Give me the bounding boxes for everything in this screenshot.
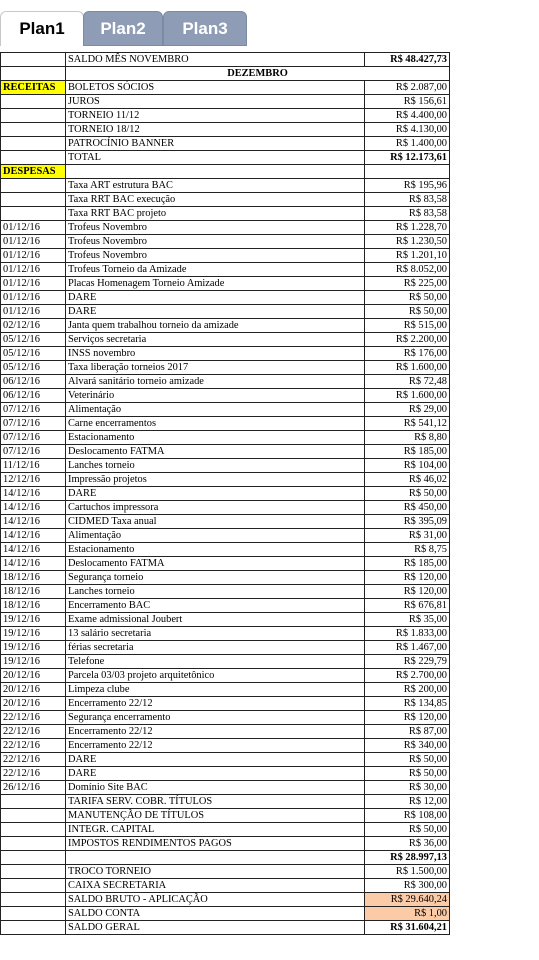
- cell[interactable]: R$ 1,00: [365, 907, 450, 921]
- cell[interactable]: [1, 151, 66, 165]
- cell[interactable]: 19/12/16: [1, 613, 66, 627]
- table-row: [1, 851, 450, 865]
- cell[interactable]: R$ 8.052,00: [365, 263, 450, 277]
- table-row: [1, 543, 450, 557]
- cell[interactable]: R$ 1.228,70: [365, 221, 450, 235]
- cell[interactable]: R$ 200,00: [365, 683, 450, 697]
- cell[interactable]: 07/12/16: [1, 431, 66, 445]
- cell[interactable]: SALDO BRUTO - APLICAÇÃO: [66, 893, 365, 907]
- cell[interactable]: 01/12/16: [1, 221, 66, 235]
- table-row: [1, 67, 450, 81]
- cell[interactable]: Taxa liberação torneios 2017: [66, 361, 365, 375]
- tab-plan1[interactable]: Plan1: [0, 11, 84, 46]
- cell[interactable]: SALDO GERAL: [66, 921, 365, 935]
- cell[interactable]: Encerramento 22/12: [66, 697, 365, 711]
- cell[interactable]: INTEGR. CAPITAL: [66, 823, 365, 837]
- cell[interactable]: 06/12/16: [1, 375, 66, 389]
- table-row: [1, 865, 450, 879]
- cell[interactable]: Taxa RRT BAC projeto: [66, 207, 365, 221]
- cell[interactable]: Trofeus Novembro: [66, 235, 365, 249]
- table-row: [1, 207, 450, 221]
- cell[interactable]: TORNEIO 11/12: [66, 109, 365, 123]
- cell[interactable]: Janta quem trabalhou torneio da amizade: [66, 319, 365, 333]
- table-row: [1, 711, 450, 725]
- cell[interactable]: R$ 340,00: [365, 739, 450, 753]
- cell[interactable]: [1, 795, 66, 809]
- tab-plan3[interactable]: Plan3: [163, 11, 247, 46]
- cell[interactable]: [1, 851, 66, 865]
- cell[interactable]: 01/12/16: [1, 277, 66, 291]
- cell[interactable]: [1, 109, 66, 123]
- table-row: [1, 235, 450, 249]
- table-row: [1, 123, 450, 137]
- cell[interactable]: R$ 48.427,73: [365, 53, 450, 67]
- table-row: [1, 809, 450, 823]
- table-row: [1, 529, 450, 543]
- cell[interactable]: MANUTENÇÃO DE TÍTULOS: [66, 809, 365, 823]
- cell[interactable]: R$ 4.130,00: [365, 123, 450, 137]
- cell[interactable]: Placas Homenagem Torneio Amizade: [66, 277, 365, 291]
- cell[interactable]: R$ 185,00: [365, 557, 450, 571]
- cell[interactable]: R$ 1.500,00: [365, 865, 450, 879]
- table-row: [1, 921, 450, 935]
- table-row: [1, 263, 450, 277]
- cell[interactable]: 14/12/16: [1, 529, 66, 543]
- cell[interactable]: DARE: [66, 753, 365, 767]
- table-row: [1, 655, 450, 669]
- cell[interactable]: SALDO MÊS NOVEMBRO: [66, 53, 365, 67]
- cell[interactable]: 19/12/16: [1, 627, 66, 641]
- cell[interactable]: R$ 83,58: [365, 207, 450, 221]
- cell[interactable]: R$ 2.700,00: [365, 669, 450, 683]
- cell[interactable]: 06/12/16: [1, 389, 66, 403]
- table-row: [1, 613, 450, 627]
- cell[interactable]: Trofeus Torneio da Amizade: [66, 263, 365, 277]
- cell[interactable]: 14/12/16: [1, 543, 66, 557]
- cell[interactable]: [1, 879, 66, 893]
- cell[interactable]: DARE: [66, 767, 365, 781]
- ledger-table: [0, 52, 450, 935]
- cell[interactable]: R$ 120,00: [365, 585, 450, 599]
- cell[interactable]: DARE: [66, 291, 365, 305]
- cell[interactable]: R$ 50,00: [365, 823, 450, 837]
- table-row: [1, 515, 450, 529]
- cell[interactable]: R$ 50,00: [365, 767, 450, 781]
- cell[interactable]: BOLETOS SÓCIOS: [66, 81, 365, 95]
- cell[interactable]: 22/12/16: [1, 739, 66, 753]
- cell[interactable]: R$ 541,12: [365, 417, 450, 431]
- cell[interactable]: 11/12/16: [1, 459, 66, 473]
- cell[interactable]: [1, 893, 66, 907]
- cell[interactable]: Segurança torneio: [66, 571, 365, 585]
- table-row: [1, 795, 450, 809]
- cell[interactable]: SALDO CONTA: [66, 907, 365, 921]
- cell[interactable]: Encerramento 22/12: [66, 725, 365, 739]
- table-row: [1, 445, 450, 459]
- table-row: [1, 347, 450, 361]
- cell[interactable]: R$ 29.640,24: [365, 893, 450, 907]
- cell[interactable]: 22/12/16: [1, 753, 66, 767]
- cell[interactable]: 20/12/16: [1, 683, 66, 697]
- cell[interactable]: Exame admissional Joubert: [66, 613, 365, 627]
- cell[interactable]: Carne encerramentos: [66, 417, 365, 431]
- table-row: [1, 837, 450, 851]
- cell[interactable]: [1, 137, 66, 151]
- cell[interactable]: CAIXA SECRETARIA: [66, 879, 365, 893]
- cell[interactable]: [1, 207, 66, 221]
- table-row: [1, 669, 450, 683]
- cell[interactable]: [66, 165, 365, 179]
- cell[interactable]: R$ 120,00: [365, 711, 450, 725]
- cell[interactable]: 19/12/16: [1, 655, 66, 669]
- cell[interactable]: 14/12/16: [1, 487, 66, 501]
- table-row: [1, 641, 450, 655]
- cell[interactable]: Deslocamento FATMA: [66, 557, 365, 571]
- cell[interactable]: Encerramento 22/12: [66, 739, 365, 753]
- table-row: [1, 305, 450, 319]
- table-row: [1, 739, 450, 753]
- cell[interactable]: TOTAL: [66, 151, 365, 165]
- table-row: [1, 767, 450, 781]
- table-row: [1, 557, 450, 571]
- cell[interactable]: Lanches torneio: [66, 459, 365, 473]
- cell[interactable]: R$ 1.467,00: [365, 641, 450, 655]
- receitas-label[interactable]: RECEITAS: [1, 81, 66, 95]
- cell[interactable]: 20/12/16: [1, 697, 66, 711]
- table-row: [1, 627, 450, 641]
- despesas-label[interactable]: DESPESAS: [1, 165, 66, 179]
- cell[interactable]: JUROS: [66, 95, 365, 109]
- cell[interactable]: PATROCÍNIO BANNER: [66, 137, 365, 151]
- cell[interactable]: R$ 30,00: [365, 781, 450, 795]
- table-row: [1, 893, 450, 907]
- cell[interactable]: 01/12/16: [1, 235, 66, 249]
- cell[interactable]: 01/12/16: [1, 249, 66, 263]
- table-row: [1, 319, 450, 333]
- cell[interactable]: 13 salário secretaria: [66, 627, 365, 641]
- cell[interactable]: Lanches torneio: [66, 585, 365, 599]
- table-row: [1, 249, 450, 263]
- cell[interactable]: Domínio Site BAC: [66, 781, 365, 795]
- cell[interactable]: R$ 1.600,00: [365, 361, 450, 375]
- cell[interactable]: Trofeus Novembro: [66, 249, 365, 263]
- table-row: [1, 95, 450, 109]
- cell[interactable]: [1, 123, 66, 137]
- cell[interactable]: 19/12/16: [1, 641, 66, 655]
- table-row: [1, 291, 450, 305]
- spreadsheet-grid: [0, 52, 450, 935]
- cell[interactable]: [1, 921, 66, 935]
- cell[interactable]: TROCO TORNEIO: [66, 865, 365, 879]
- cell[interactable]: R$ 395,09: [365, 515, 450, 529]
- cell[interactable]: 05/12/16: [1, 347, 66, 361]
- cell[interactable]: [1, 53, 66, 67]
- table-row: [1, 907, 450, 921]
- table-row: [1, 879, 450, 893]
- cell[interactable]: Segurança encerramento: [66, 711, 365, 725]
- table-row: [1, 459, 450, 473]
- cell[interactable]: R$ 36,00: [365, 837, 450, 851]
- cell[interactable]: R$ 1.230,50: [365, 235, 450, 249]
- cell[interactable]: 02/12/16: [1, 319, 66, 333]
- cell[interactable]: R$ 72,48: [365, 375, 450, 389]
- table-row: [1, 417, 450, 431]
- table-row: [1, 375, 450, 389]
- table-row: [1, 599, 450, 613]
- cell[interactable]: 07/12/16: [1, 445, 66, 459]
- cell[interactable]: Taxa ART estrutura BAC: [66, 179, 365, 193]
- despesas-total-cell[interactable]: R$ 28.997,13: [365, 851, 450, 865]
- cell[interactable]: 07/12/16: [1, 403, 66, 417]
- cell[interactable]: R$ 12,00: [365, 795, 450, 809]
- cell[interactable]: R$ 29,00: [365, 403, 450, 417]
- cell[interactable]: 22/12/16: [1, 725, 66, 739]
- cell[interactable]: Serviços secretaria: [66, 333, 365, 347]
- cell[interactable]: [1, 179, 66, 193]
- cell[interactable]: CIDMED Taxa anual: [66, 515, 365, 529]
- cell[interactable]: R$ 31.604,21: [365, 921, 450, 935]
- table-row: [1, 781, 450, 795]
- cell[interactable]: R$ 225,00: [365, 277, 450, 291]
- cell[interactable]: R$ 300,00: [365, 879, 450, 893]
- cell[interactable]: Telefone: [66, 655, 365, 669]
- cell[interactable]: 14/12/16: [1, 501, 66, 515]
- cell[interactable]: [1, 907, 66, 921]
- table-row: [1, 179, 450, 193]
- table-row: [1, 473, 450, 487]
- cell[interactable]: [1, 67, 66, 81]
- cell[interactable]: 05/12/16: [1, 361, 66, 375]
- cell[interactable]: R$ 450,00: [365, 501, 450, 515]
- cell[interactable]: R$ 156,61: [365, 95, 450, 109]
- table-row: [1, 193, 450, 207]
- cell[interactable]: Alvará sanitário torneio amizade: [66, 375, 365, 389]
- cell[interactable]: R$ 515,00: [365, 319, 450, 333]
- table-row: [1, 431, 450, 445]
- cell[interactable]: 07/12/16: [1, 417, 66, 431]
- cell[interactable]: R$ 50,00: [365, 487, 450, 501]
- table-row: [1, 53, 450, 67]
- cell[interactable]: R$ 176,00: [365, 347, 450, 361]
- cell[interactable]: R$ 120,00: [365, 571, 450, 585]
- cell[interactable]: [1, 865, 66, 879]
- cell[interactable]: R$ 83,58: [365, 193, 450, 207]
- cell[interactable]: 12/12/16: [1, 473, 66, 487]
- cell[interactable]: R$ 185,00: [365, 445, 450, 459]
- table-row: [1, 487, 450, 501]
- cell[interactable]: 01/12/16: [1, 291, 66, 305]
- table-row: [1, 137, 450, 151]
- cell[interactable]: R$ 2.200,00: [365, 333, 450, 347]
- table-row: [1, 333, 450, 347]
- cell[interactable]: Encerramento BAC: [66, 599, 365, 613]
- cell[interactable]: 22/12/16: [1, 711, 66, 725]
- cell[interactable]: 20/12/16: [1, 669, 66, 683]
- cell[interactable]: 14/12/16: [1, 557, 66, 571]
- cell[interactable]: Cartuchos impressora: [66, 501, 365, 515]
- table-row: [1, 571, 450, 585]
- cell[interactable]: TORNEIO 18/12: [66, 123, 365, 137]
- cell[interactable]: Taxa RRT BAC execução: [66, 193, 365, 207]
- cell[interactable]: 01/12/16: [1, 263, 66, 277]
- table-row: [1, 697, 450, 711]
- cell[interactable]: Impressão projetos: [66, 473, 365, 487]
- cell[interactable]: férias secretaria: [66, 641, 365, 655]
- cell[interactable]: R$ 4.400,00: [365, 109, 450, 123]
- sheet-tab-bar: [0, 0, 539, 48]
- table-row: [1, 277, 450, 291]
- cell[interactable]: [1, 823, 66, 837]
- table-row: [1, 361, 450, 375]
- table-row: [1, 501, 450, 515]
- cell[interactable]: INSS novembro: [66, 347, 365, 361]
- cell[interactable]: [365, 165, 450, 179]
- cell[interactable]: R$ 50,00: [365, 753, 450, 767]
- cell[interactable]: R$ 104,00: [365, 459, 450, 473]
- cell[interactable]: 18/12/16: [1, 571, 66, 585]
- cell[interactable]: [1, 193, 66, 207]
- table-row: [1, 725, 450, 739]
- table-row: [1, 403, 450, 417]
- cell[interactable]: [66, 851, 365, 865]
- table-row: [1, 81, 450, 95]
- cell[interactable]: R$ 8,80: [365, 431, 450, 445]
- cell[interactable]: [1, 837, 66, 851]
- table-row: [1, 753, 450, 767]
- cell[interactable]: R$ 1.600,00: [365, 389, 450, 403]
- cell[interactable]: R$ 134,85: [365, 697, 450, 711]
- cell[interactable]: [1, 809, 66, 823]
- cell[interactable]: R$ 229,79: [365, 655, 450, 669]
- cell[interactable]: Estacionamento: [66, 431, 365, 445]
- cell[interactable]: 18/12/16: [1, 599, 66, 613]
- cell[interactable]: Deslocamento FATMA: [66, 445, 365, 459]
- cell[interactable]: R$ 50,00: [365, 305, 450, 319]
- cell[interactable]: TARIFA SERV. COBR. TÍTULOS: [66, 795, 365, 809]
- tab-plan2[interactable]: Plan2: [83, 11, 163, 46]
- cell[interactable]: Alimentação: [66, 403, 365, 417]
- cell[interactable]: R$ 35,00: [365, 613, 450, 627]
- cell[interactable]: R$ 1.833,00: [365, 627, 450, 641]
- month-header-cell[interactable]: DEZEMBRO: [66, 67, 450, 81]
- cell[interactable]: Estacionamento: [66, 543, 365, 557]
- cell[interactable]: 05/12/16: [1, 333, 66, 347]
- table-row: [1, 165, 450, 179]
- cell[interactable]: R$ 676,81: [365, 599, 450, 613]
- cell[interactable]: Veterinário: [66, 389, 365, 403]
- cell[interactable]: R$ 1.201,10: [365, 249, 450, 263]
- cell[interactable]: 26/12/16: [1, 781, 66, 795]
- cell[interactable]: [1, 95, 66, 109]
- cell[interactable]: DARE: [66, 305, 365, 319]
- cell[interactable]: 22/12/16: [1, 767, 66, 781]
- cell[interactable]: R$ 195,96: [365, 179, 450, 193]
- cell[interactable]: R$ 2.087,00: [365, 81, 450, 95]
- table-row: [1, 151, 450, 165]
- cell[interactable]: 01/12/16: [1, 305, 66, 319]
- cell[interactable]: DARE: [66, 487, 365, 501]
- receitas-total-cell[interactable]: R$ 12.173,61: [365, 151, 450, 165]
- table-row: [1, 221, 450, 235]
- cell[interactable]: R$ 8,75: [365, 543, 450, 557]
- cell[interactable]: IMPOSTOS RENDIMENTOS PAGOS: [66, 837, 365, 851]
- cell[interactable]: Limpeza clube: [66, 683, 365, 697]
- cell[interactable]: R$ 1.400,00: [365, 137, 450, 151]
- table-row: [1, 585, 450, 599]
- table-row: [1, 109, 450, 123]
- cell[interactable]: 14/12/16: [1, 515, 66, 529]
- cell[interactable]: R$ 50,00: [365, 291, 450, 305]
- cell[interactable]: Alimentação: [66, 529, 365, 543]
- cell[interactable]: R$ 46,02: [365, 473, 450, 487]
- table-row: [1, 389, 450, 403]
- cell[interactable]: R$ 108,00: [365, 809, 450, 823]
- table-row: [1, 683, 450, 697]
- cell[interactable]: Trofeus Novembro: [66, 221, 365, 235]
- table-row: [1, 823, 450, 837]
- cell[interactable]: R$ 87,00: [365, 725, 450, 739]
- cell[interactable]: R$ 31,00: [365, 529, 450, 543]
- cell[interactable]: 18/12/16: [1, 585, 66, 599]
- cell[interactable]: Parcela 03/03 projeto arquitetônico: [66, 669, 365, 683]
